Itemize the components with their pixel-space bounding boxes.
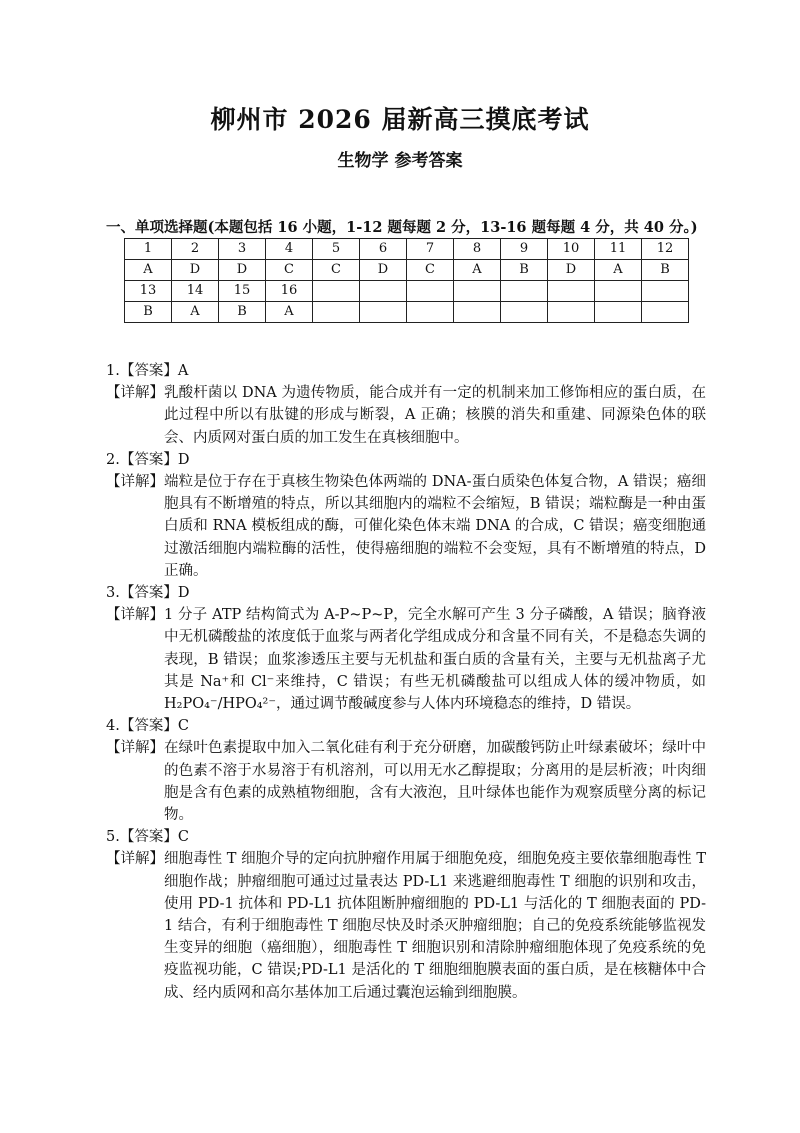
table-cell: 8 bbox=[454, 239, 501, 260]
detail-text: 在绿叶色素提取中加入二氧化硅有利于充分研磨，加碳酸钙防止叶绿素破坏；绿叶中的色素不溶于水易溶于有机溶剂，可以用无水乙醇提取；分离用的是层析液；叶肉细胞是含有色素的成熟植物细胞，含有大液泡，且叶绿体也能作为观察质壁分离的标记物。 bbox=[164, 740, 706, 824]
answer-block-2 bbox=[106, 449, 706, 582]
table-cell: 4 bbox=[266, 239, 313, 260]
table-cell: A bbox=[172, 302, 219, 323]
table-cell: B bbox=[219, 302, 266, 323]
table-cell bbox=[313, 302, 360, 323]
answer-line: 1.【答案】A bbox=[106, 363, 189, 379]
table-cell bbox=[407, 302, 454, 323]
answer-block-3 bbox=[106, 582, 706, 715]
answer-line: 3.【答案】D bbox=[106, 585, 190, 602]
detail-label: 【详解】 bbox=[106, 740, 164, 757]
table-cell: 9 bbox=[501, 239, 548, 260]
page-title: 柳州市 2026 届新高三摸底考试 bbox=[210, 105, 590, 134]
table-cell: 16 bbox=[266, 281, 313, 302]
table-row bbox=[125, 239, 689, 260]
table-cell bbox=[360, 302, 407, 323]
answer-block-4 bbox=[106, 715, 706, 826]
detail-row bbox=[106, 471, 706, 582]
table-cell bbox=[642, 281, 689, 302]
detail-label: 【详解】 bbox=[106, 607, 164, 624]
table-cell bbox=[595, 281, 642, 302]
table-cell: C bbox=[313, 260, 360, 281]
table-cell: D bbox=[548, 260, 595, 281]
table-cell: D bbox=[360, 260, 407, 281]
table-cell: 7 bbox=[407, 239, 454, 260]
page-subtitle: 生物学 参考答案 bbox=[337, 151, 463, 171]
table-cell: 3 bbox=[219, 239, 266, 260]
table-cell: 11 bbox=[595, 239, 642, 260]
table-cell: A bbox=[595, 260, 642, 281]
table-cell: B bbox=[642, 260, 689, 281]
answer-line: 2.【答案】D bbox=[106, 451, 190, 468]
detail-label: 【详解】 bbox=[106, 851, 164, 868]
detail-text: 1 分子 ATP 结构简式为 A-P~P~P，完全水解可产生 3 分子磷酸，A 错误；脑脊液中无机磷酸盐的浓度低于血浆与两者化学组成成分和含量不同有关，不是稳态失调的表现，B 错误；血浆渗透压主要与无机盐和蛋白质的含量有关，主要与无机盐离子尤其是 Na⁺和 Cl⁻来维持，C 错误；有些无机磷酸盐可以组成人体的缓冲物质，如 H₂PO₄⁻/HPO₄²⁻，通过调节酸碱度参与人体内环境稳态的维持，D 错误。 bbox=[164, 607, 706, 713]
table-row bbox=[125, 281, 689, 302]
detail-text: 细胞毒性 T 细胞介导的定向抗肿瘤作用属于细胞免疫，细胞免疫主要依靠细胞毒性 T 细胞作战；肿瘤细胞可通过过量表达 PD-L1 来逃避细胞毒性 T 细胞的识别和攻击，使用 PD-1 抗体和 PD-L1 抗体阻断肿瘤细胞的 PD-L1 与活化的 T 细胞表面的 PD-1 结合，有利于细胞毒性 T 细胞尽快及时杀灭肿瘤细胞；自己的免疫系统能够监视发生变异的细胞（癌细胞），细胞毒性 T 细胞识别和清除肿瘤细胞体现了免疫系统的免疫监视功能，C 错误;PD-L1 是活化的 T 细胞细胞膜表面的蛋白质，是在核糖体中合成、经内质网和高尔基体加工后通过囊泡运输到细胞膜。 bbox=[164, 851, 706, 1001]
detail-row bbox=[106, 604, 706, 715]
detail-text: 端粒是位于存在于真核生物染色体两端的 DNA-蛋白质染色体复合物，A 错误；癌细胞具有不断增殖的特点，所以其细胞内的端粒不会缩短，B 错误；端粒酶是一种由蛋白质和 RNA 模板组成的酶，可催化染色体末端 DNA 的合成，C 错误；癌变细胞通过激活细胞内端粒酶的活性，使得癌细胞的端粒不会变短，具有不断增殖的特点，D 正确。 bbox=[164, 474, 706, 579]
detail-row bbox=[106, 848, 706, 1003]
table-cell bbox=[360, 281, 407, 302]
table-cell bbox=[454, 281, 501, 302]
table-cell bbox=[501, 302, 548, 323]
table-cell: C bbox=[407, 260, 454, 281]
answer-line: 4.【答案】C bbox=[106, 718, 189, 735]
table-cell bbox=[548, 281, 595, 302]
answer-line: 5.【答案】C bbox=[106, 829, 189, 846]
answer-details bbox=[106, 360, 706, 1004]
table-cell: 14 bbox=[172, 281, 219, 302]
section-heading: 一、单项选择题(本题包括 16 小题，1-12 题每题 2 分，13-16 题每题 4 分，共 40 分。) bbox=[106, 219, 698, 236]
table-cell: D bbox=[219, 260, 266, 281]
detail-row bbox=[106, 382, 706, 449]
table-cell: 15 bbox=[219, 281, 266, 302]
table-cell: A bbox=[125, 260, 172, 281]
answer-block-1 bbox=[106, 360, 706, 449]
detail-label: 【详解】 bbox=[106, 474, 164, 491]
table-cell: 6 bbox=[360, 239, 407, 260]
table-cell: 13 bbox=[125, 281, 172, 302]
table-cell: 1 bbox=[125, 239, 172, 260]
detail-row bbox=[106, 737, 706, 826]
table-cell: D bbox=[172, 260, 219, 281]
table-row bbox=[125, 260, 689, 281]
table-cell bbox=[501, 281, 548, 302]
table-cell bbox=[548, 302, 595, 323]
table-cell bbox=[313, 281, 360, 302]
table-row bbox=[125, 302, 689, 323]
table-cell: 2 bbox=[172, 239, 219, 260]
table-cell: A bbox=[266, 302, 313, 323]
table-cell: B bbox=[125, 302, 172, 323]
answer-table bbox=[124, 238, 689, 323]
table-cell bbox=[454, 302, 501, 323]
table-cell: A bbox=[454, 260, 501, 281]
table-cell bbox=[642, 302, 689, 323]
detail-label: 【详解】 bbox=[106, 385, 164, 402]
table-cell bbox=[595, 302, 642, 323]
answer-block-5 bbox=[106, 826, 706, 1004]
detail-text: 乳酸杆菌以 DNA 为遗传物质，能合成并有一定的机制来加工修饰相应的蛋白质，在此过程中所以有肽键的形成与断裂，A 正确；核膜的消失和重建、同源染色体的联会、内质网对蛋白质的加工发生在真核细胞中。 bbox=[164, 385, 706, 446]
table-cell: 12 bbox=[642, 239, 689, 260]
table-cell: 5 bbox=[313, 239, 360, 260]
table-cell: B bbox=[501, 260, 548, 281]
table-cell: 10 bbox=[548, 239, 595, 260]
table-cell: C bbox=[266, 260, 313, 281]
table-cell bbox=[407, 281, 454, 302]
